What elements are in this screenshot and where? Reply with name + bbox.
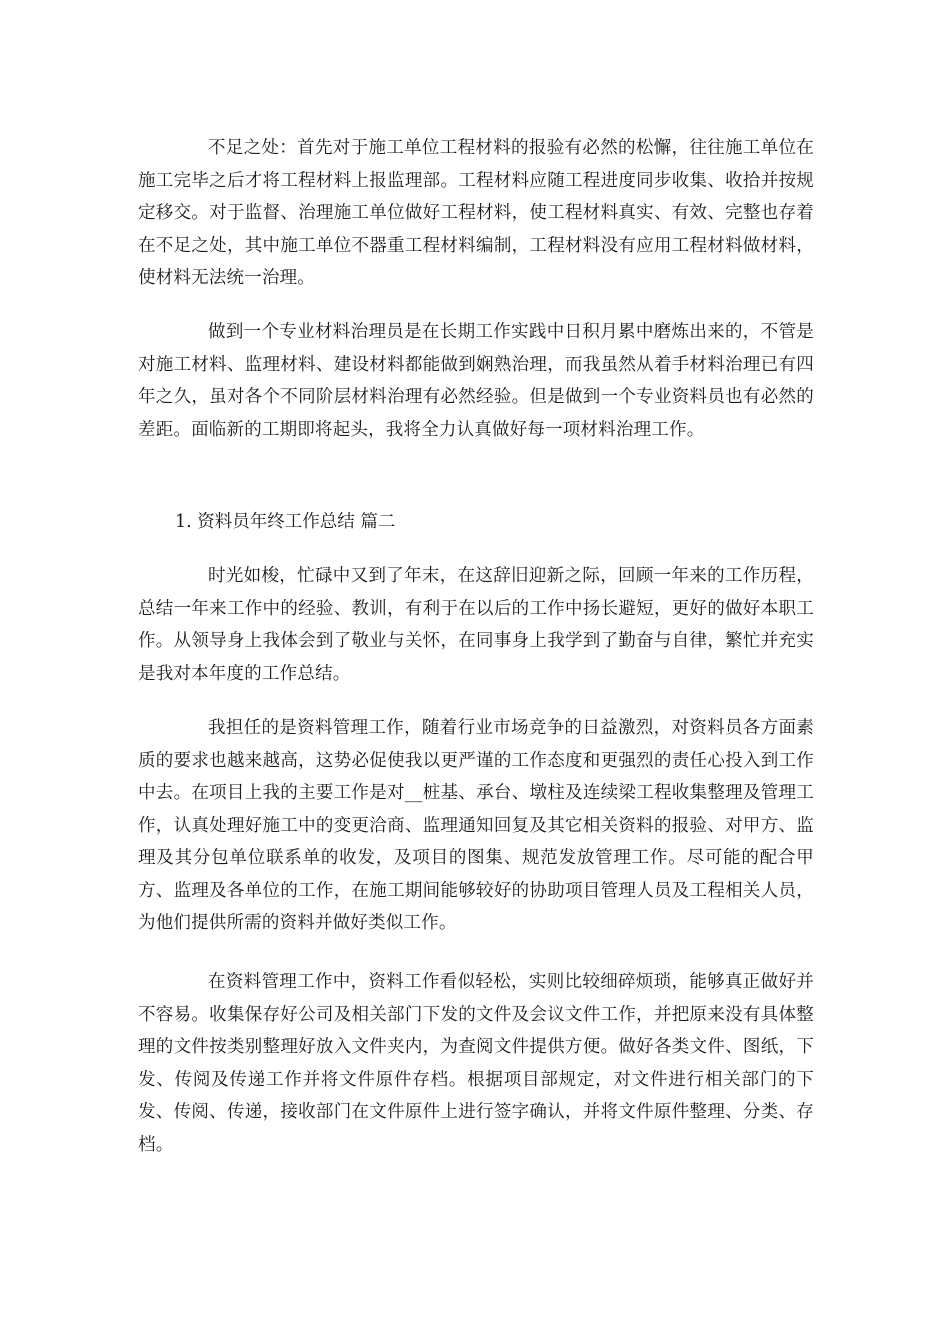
paragraph-professional-goal: 做到一个专业材料治理员是在长期工作实践中日积月累中磨炼出来的，不管是对施工材料、监理材料、建设材料都能做到娴熟治理，而我虽然从着手材料治理已有四年之久，虽对各个不同阶层材料治理有必然经验。但是做到一个专业资料员也有必然的差距。面临新的工期即将起头，我将全力认真做好每一项材料治理工作。 (138, 322, 814, 440)
section-heading: 1. 资料员年终工作总结 篇二 (175, 512, 396, 532)
paragraph-shortcomings: 不足之处：首先对于施工单位工程材料的报验有必然的松懈，往往施工单位在施工完毕之后才将工程材料上报监理部。工程材料应随工程进度同步收集、收拾并按规定移交。对于监督、治理施工单位做好工程材料，使工程材料真实、有效、完整也存着在不足之处，其中施工单位不器重工程材料编制，工程材料没有应用工程材料做材料，使材料无法统一治理。 (138, 138, 814, 288)
paragraph-year-review: 时光如梭，忙碌中又到了年末，在这辞旧迎新之际，回顾一年来的工作历程，总结一年来工作中的经验、教训，有利于在以后的工作中扬长避短，更好的做好本职工作。从领导身上我体会到了敬业与关怀，在同事身上我学到了勤奋与自律，繁忙并充实是我对本年度的工作总结。 (138, 566, 814, 684)
paragraph-document-management: 在资料管理工作中，资料工作看似轻松，实则比较细碎烦琐，能够真正做好并不容易。收集保存好公司及相关部门下发的文件及会议文件工作，并把原来没有具体整理的文件按类别整理好放入文件夹内，为查阅文件提供方便。做好各类文件、图纸，下发、传阅及传递工作并将文件原件存档。根据项目部规定，对文件进行相关部门的下发、传阅、传递，接收部门在文件原件上进行签字确认，并将文件原件整理、分类、存档。 (138, 972, 814, 1155)
paragraph-job-duties: 我担任的是资料管理工作，随着行业市场竞争的日益激烈，对资料员各方面素质的要求也越来越高，这势必促使我以更严谨的工作态度和更强烈的责任心投入到工作中去。在项目上我的主要工作是对__桩基、承台、墩柱及连续梁工程收集整理及管理工作，认真处理好施工中的变更洽商、监理通知回复及其它相关资料的报验、对甲方、监理及其分包单位联系单的收发，及项目的图集、规范发放管理工作。尽可能的配合甲方、监理及各单位的工作，在施工期间能够较好的协助项目管理人员及工程相关人员，为他们提供所需的资料并做好类似工作。 (138, 718, 814, 933)
